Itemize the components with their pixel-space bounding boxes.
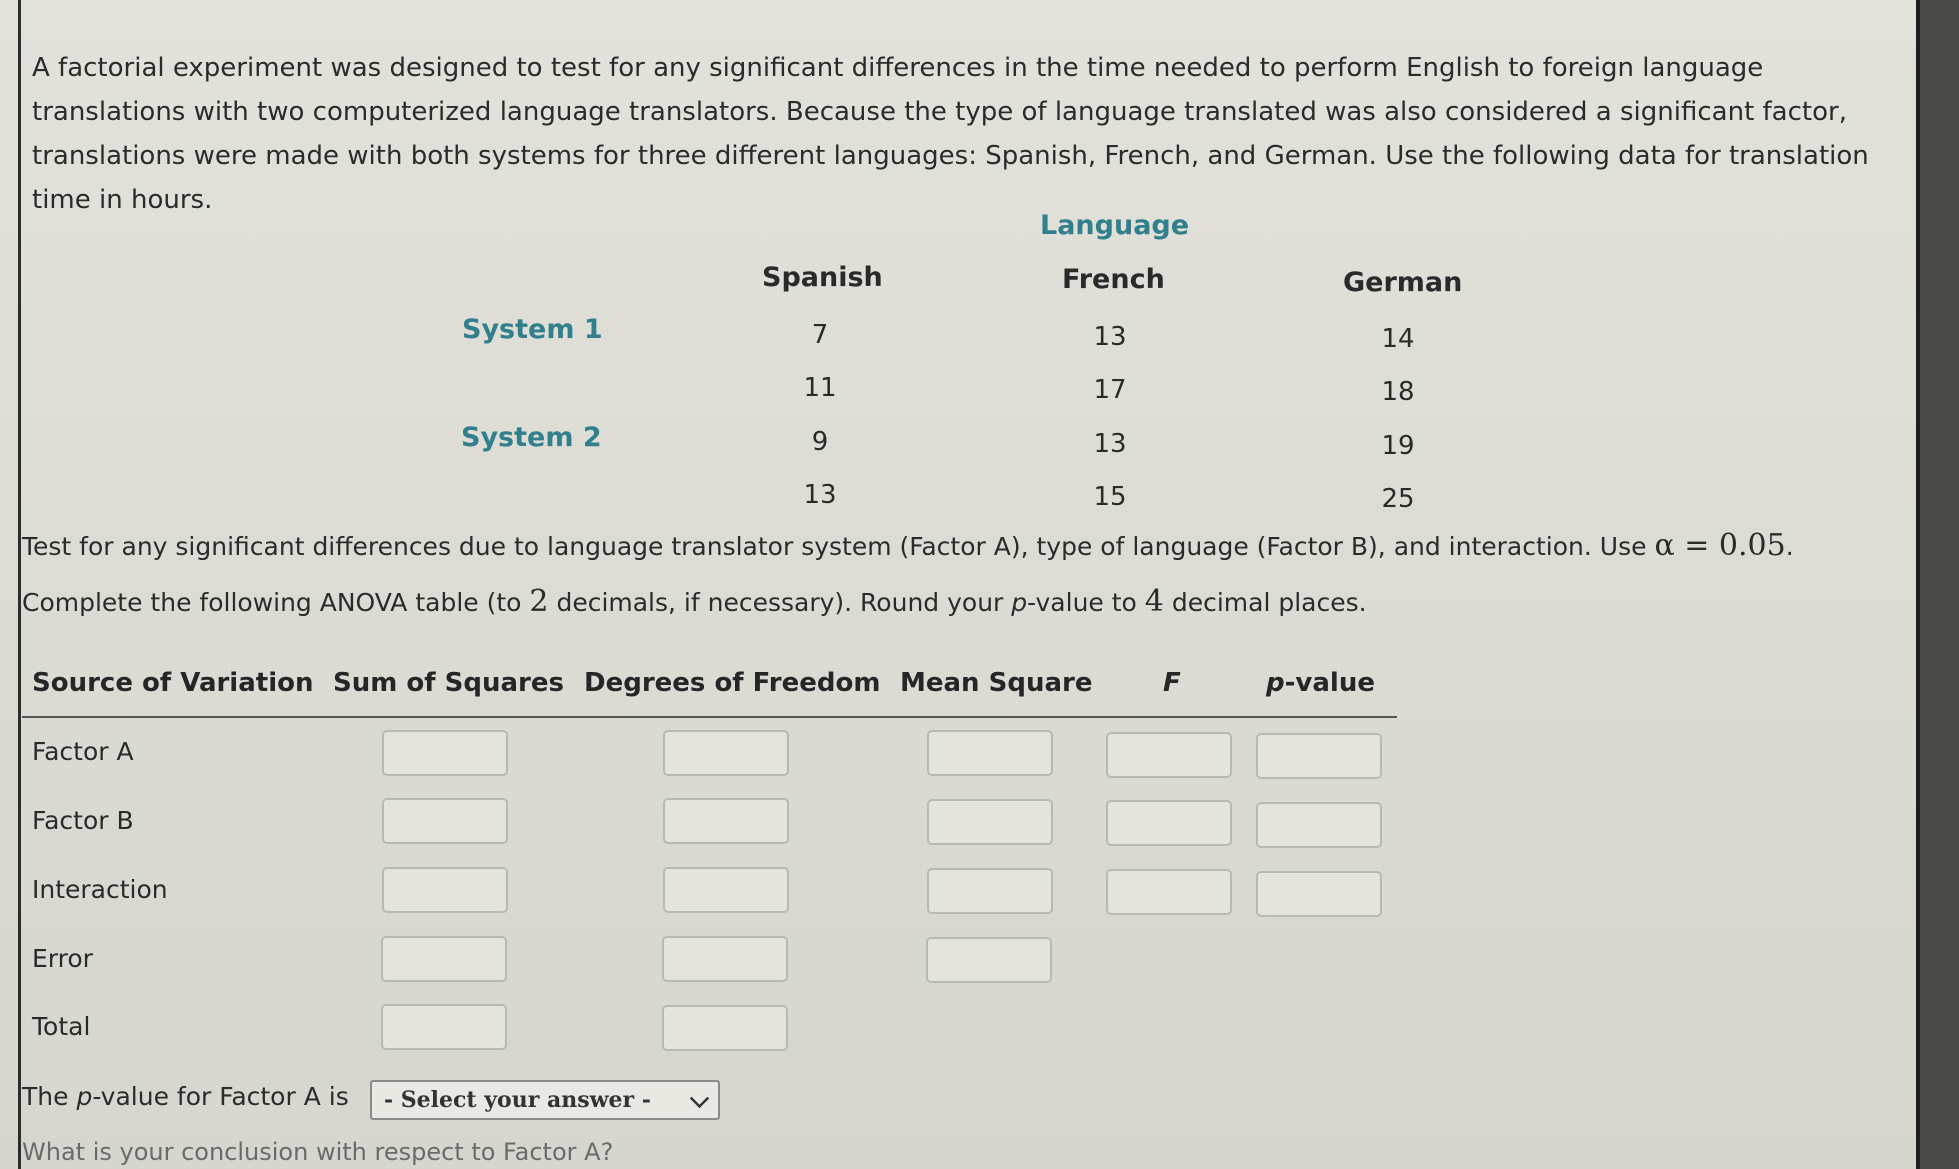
row-error: Error bbox=[32, 944, 93, 973]
factor-b-f-input[interactable] bbox=[1106, 800, 1232, 846]
total-df-input[interactable] bbox=[662, 1005, 788, 1051]
interaction-f-input[interactable] bbox=[1106, 869, 1232, 915]
chevron-down-icon bbox=[690, 1089, 709, 1108]
column-german: German bbox=[1343, 267, 1463, 298]
row-factor-b: Factor B bbox=[32, 806, 134, 835]
p-value-question: The p-value for Factor A is bbox=[22, 1082, 349, 1111]
right-edge-band bbox=[1920, 0, 1959, 1169]
alpha-value: α = 0.05 bbox=[1654, 528, 1786, 563]
factor-b-mean-square-input[interactable] bbox=[927, 799, 1053, 845]
data-cell: 19 bbox=[1381, 431, 1415, 461]
row-total: Total bbox=[32, 1012, 91, 1041]
factor-b-sum-of-squares-input[interactable] bbox=[382, 798, 508, 844]
column-french: French bbox=[1062, 264, 1165, 295]
data-cell: 7 bbox=[811, 320, 829, 350]
system-2-label: System 2 bbox=[461, 422, 602, 453]
data-cell: 13 bbox=[1093, 322, 1127, 352]
select-placeholder: - Select your answer - bbox=[384, 1087, 651, 1113]
interaction-p-value-input[interactable] bbox=[1256, 871, 1382, 917]
data-cell: 14 bbox=[1381, 324, 1415, 354]
header-f: F bbox=[1163, 668, 1181, 698]
data-cell: 18 bbox=[1381, 377, 1415, 407]
error-sum-of-squares-input[interactable] bbox=[381, 936, 507, 982]
table-divider bbox=[22, 716, 1397, 718]
problem-statement: A factorial experiment was designed to test for any significant differences in the time needed to perform English to foreign language translations with two computerized language translators. Because the type of language translated was also considered a significant factor, translations were made with both systems for three different languages: Spanish, French, and German. Use the following data for translation time in hours. bbox=[32, 53, 1869, 215]
factor-a-f-input[interactable] bbox=[1106, 732, 1232, 778]
row-factor-a: Factor A bbox=[32, 737, 134, 766]
system-1-label: System 1 bbox=[462, 314, 603, 345]
interaction-sum-of-squares-input[interactable] bbox=[382, 867, 508, 913]
data-cell: 17 bbox=[1093, 375, 1127, 405]
factor-a-df-input[interactable] bbox=[663, 730, 789, 776]
data-cell: 13 bbox=[803, 480, 837, 510]
conclusion-question: What is your conclusion with respect to Factor A? bbox=[22, 1138, 614, 1166]
data-cell: 13 bbox=[1093, 429, 1127, 459]
header-sum-of-squares: Sum of Squares bbox=[333, 668, 564, 698]
error-mean-square-input[interactable] bbox=[926, 937, 1052, 983]
factor-a-mean-square-input[interactable] bbox=[927, 730, 1053, 776]
data-cell: 11 bbox=[803, 373, 837, 403]
total-sum-of-squares-input[interactable] bbox=[381, 1004, 507, 1050]
p-value-select[interactable] bbox=[370, 1080, 720, 1120]
header-source: Source of Variation bbox=[32, 668, 314, 698]
factor-a-sum-of-squares-input[interactable] bbox=[382, 730, 508, 776]
factor-b-p-value-input[interactable] bbox=[1256, 802, 1382, 848]
left-border bbox=[18, 0, 21, 1169]
language-header: Language bbox=[1040, 210, 1190, 241]
error-df-input[interactable] bbox=[662, 936, 788, 982]
column-spanish: Spanish bbox=[762, 262, 883, 293]
factor-b-df-input[interactable] bbox=[663, 798, 789, 844]
data-cell: 9 bbox=[811, 427, 829, 457]
header-mean-square: Mean Square bbox=[900, 668, 1093, 698]
data-cell: 15 bbox=[1093, 482, 1127, 512]
rounding-instructions: Complete the following ANOVA table (to 2 decimals, if necessary). Round your p-value to 4 decimal places. bbox=[22, 584, 1367, 619]
interaction-df-input[interactable] bbox=[663, 867, 789, 913]
header-degrees-of-freedom: Degrees of Freedom bbox=[584, 668, 881, 698]
row-interaction: Interaction bbox=[32, 875, 168, 904]
factor-a-p-value-input[interactable] bbox=[1256, 733, 1382, 779]
interaction-mean-square-input[interactable] bbox=[927, 868, 1053, 914]
header-p-value: p-value bbox=[1266, 668, 1375, 698]
test-instructions: Test for any significant differences due to language translator system (Factor A), type of language (Factor B), and interaction. Use α = 0.05. bbox=[22, 528, 1794, 563]
data-cell: 25 bbox=[1381, 484, 1415, 514]
